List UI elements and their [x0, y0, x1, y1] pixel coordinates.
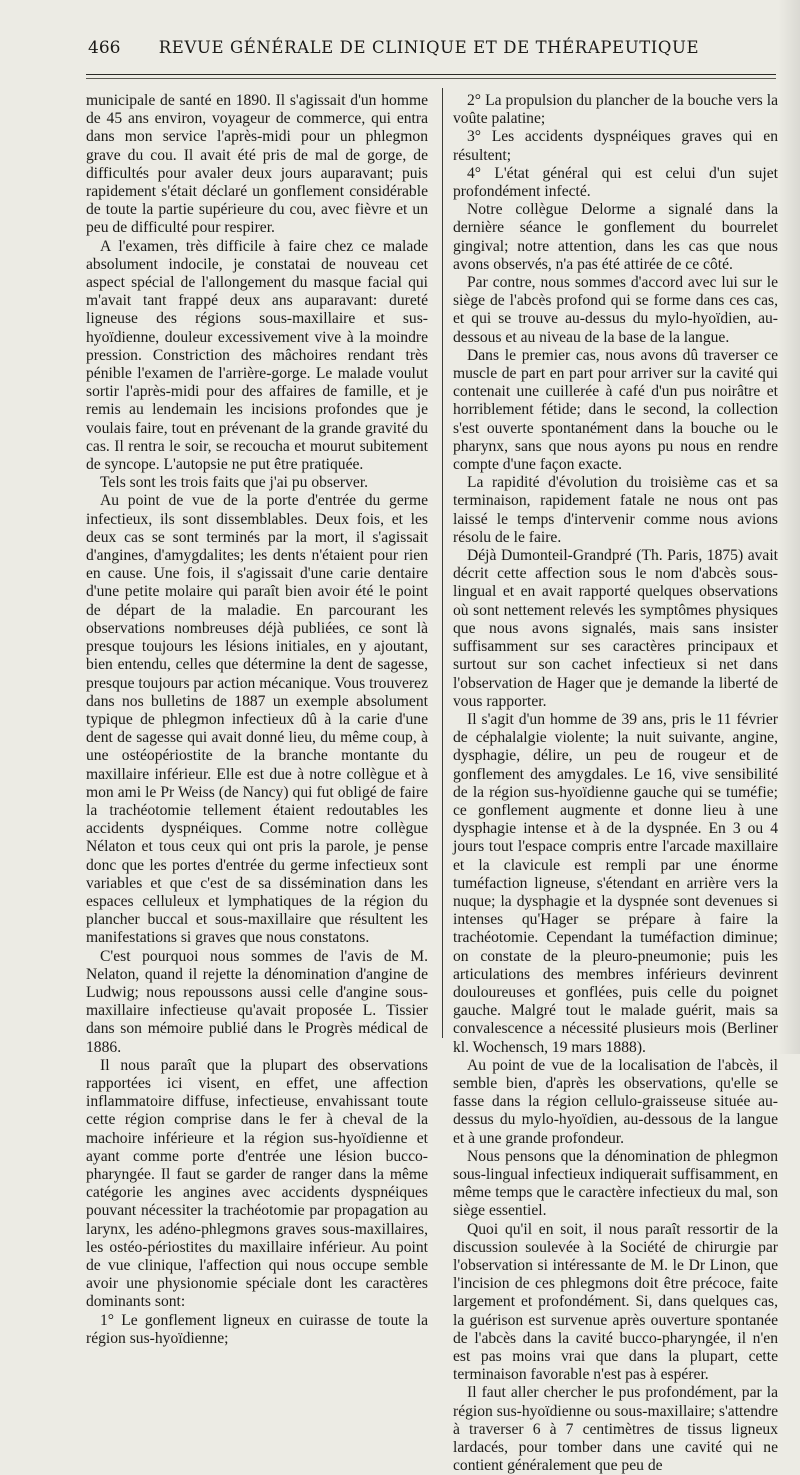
- paragraph: Notre collègue Delorme a signalé dans la dernière séance le gonflement du bourrelet gingival; notre attention, dans les cas que nous avons observés, n'a pas été attirée de ce côté.: [453, 201, 778, 273]
- paragraph: A l'examen, très difficile à faire chez ce malade absolument indocile, je constatai de nouveau cet aspect spécial de l'allongement du masque facial qui m'avait tant frappé deux ans auparavant: dureté ligneuse des régions sous-maxillaire et sus-hyoïdienne, douleur excessivement vive à la moindre pression. Constriction des mâchoires rendant très pénible l'examen de l'arrière-gorge. Le malade voulut sortir l'après-midi pour des affaires de famille, et je remis au lendemain les incisions profondes que je voulais faire, tout en prévenant de la grande gravité du cas. Il rentra le soir, se recoucha et mourut subitement de syncope. L'autopsie ne put être pratiquée.: [86, 237, 428, 474]
- paragraph: Déjà Dumonteil-Grandpré (Th. Paris, 1875) avait décrit cette affection sous le nom d'abcès sous-lingual et en avait rapporté quelques observations où sont nettement relevés les symptômes physiques que nous avons signalés, mais sans insister suffisamment sur ses caractères principaux et surtout sur son cachet infectieux si net dans l'observation de Hager que je demande la liberté de vous rapporter.: [453, 547, 778, 710]
- left-column: [86, 92, 428, 1348]
- list-item: 3° Les accidents dyspnéiques graves qui en résultent;: [453, 128, 778, 164]
- paragraph: Tels sont les trois faits que j'ai pu observer.: [100, 474, 369, 492]
- list-item: 4° L'état général qui est celui d'un sujet profondément infecté.: [453, 164, 778, 201]
- paragraph: Au point de vue de la localisation de l'abcès, il semble bien, d'après les observations, qu'elle se fasse dans la région cellulo-graisseuse située au-dessus du mylo-hyoïdien, au-dessous de la langue et à une grande profondeur.: [453, 1056, 778, 1147]
- paragraph: municipale de santé en 1890. Il s'agissait d'un homme de 45 ans environ, voyageur de commerce, qui entra dans mon service l'après-midi pour un phlegmon grave du cou. Il avait été pris de mal de gorge, de difficultés pour avaler deux jours auparavant; puis rapidement s'était déclaré un gonflement considérable de toute la partie supérieure du cou, avec fièvre et un peu de difficulté pour respirer.: [86, 92, 428, 237]
- list-item: 1° Le gonflement ligneux en cuirasse de toute la région sus-hyoïdienne;: [86, 1311, 428, 1347]
- paragraph: La rapidité d'évolution du troisième cas et sa terminaison, rapidement fatale ne nous ont pas laissé le temps d'intervenir comme nous avions résolu de le faire.: [453, 474, 778, 546]
- paragraph: Au point de vue de la porte d'entrée du germe infectieux, ils sont dissemblables. Deux fois, et les deux cas se sont terminés par la mort, il s'agissait d'angines, d'amygdalites; les dents n'étaient pour rien en cause. Une fois, il s'agissait d'une carie dentaire d'une petite molaire qui paraît bien avoir été le point de départ de la maladie. En parcourant les observations nombreuses déjà publiées, ce sont là presque toujours les lésions initiales, en y ajoutant, bien entendu, celles que détermine la dent de sagesse, presque toujours par action mécanique. Vous trouverez dans nos bulletins de 1887 un exemple absolument typique de phlegmon infectieux dû à la carie d'une dent de sagesse qui avait donné lieu, du même coup, à une ostéopériostite de la branche montante du maxillaire inférieur. Elle est due à notre collègue et à mon ami le Pr Weiss (de Nancy) qui fut obligé de faire la trachéotomie tellement étaient redoutables les accidents dyspnéiques. Comme notre collègue Nélaton et tous ceux qui ont pris la parole, je pense donc que les portes d'entrée du germe infectieux sont variables et que c'est de sa dissémination dans les espaces celluleux et lymphatiques de la région du plancher buccal et sous-maxillaire que résultent les manifestations si graves que nous constatons.: [86, 492, 428, 947]
- paragraph: Il s'agit d'un homme de 39 ans, pris le 11 février de céphalalgie violente; la nuit suivante, angine, dysphagie, délire, un peu de rougeur et de gonflement des amygdales. Le 16, vive sensibilité de la région sus-hyoïdienne gauche qui se tuméfie; ce gonflement augmente et donne lieu à une dysphagie intense et à de la dyspnée. En 3 ou 4 jours tout l'espace compris entre l'arcade maxillaire et la clavicule est rempli par une énorme tuméfaction ligneuse, s'étendant en arrière vers la nuque; la dysphagie et la dyspnée sont devenues si intenses qu'Hager se prépare à faire la trachéotomie. Cependant la tuméfaction diminue; on constate de la pleuro-pneumonie; puis les articulations des membres inférieurs devinrent douloureuses et gonflées, puis celle du poignet gauche. Malgré tout le malade guérit, mais sa convalescence a nécessité plusieurs mois (Berliner kl. Wochensch, 19 mars 1888).: [453, 710, 778, 1056]
- page-number: 466: [88, 38, 121, 58]
- paragraph: Nous pensons que la dénomination de phlegmon sous-lingual infectieux indiquerait suffisamment, en même temps que le caractère infectieux du mal, son siège essentiel.: [453, 1147, 778, 1220]
- paragraph: Dans le premier cas, nous avons dû traverser ce muscle de part en part pour arriver sur la cavité qui contenait une cuillerée à café d'un pus noirâtre et horriblement fétide; dans le second, la collection s'est ouverte spontanément dans la bouche ou le pharynx, sans que nous ayons pu nous en rendre compte d'une façon exacte.: [453, 346, 778, 474]
- paragraph: Il nous paraît que la plupart des observations rapportées ici visent, en effet, une affection inflammatoire diffuse, infectieuse, envahissant toute cette région comprise dans le fer à cheval de la machoire inférieure et la région sus-hyoïdienne et ayant comme porte d'entrée une lésion bucco-pharyngée. Il faut se garder de ranger dans la même catégorie les angines avec accidents dyspnéiques pouvant nécessiter la trachéotomie par propagation au larynx, les adéno-phlegmons graves sous-maxillaires, les ostéo-périostites du maxillaire inférieur. Au point de vue clinique, l'affection qui nous occupe semble avoir une physionomie spéciale dont les caractères dominants sont:: [86, 1056, 428, 1311]
- scan-edge-shadow: [778, 0, 800, 1054]
- column-divider: [442, 88, 443, 1038]
- paragraph: Quoi qu'il en soit, il nous paraît ressortir de la discussion soulevée à la Société de chirurgie par l'observation si intéressante de M. le Dr Linon, que l'incision de ces phlegmons doit être précoce, faite largement et profondément. Si, dans quelques cas, la guérison est survenue après ouverture spontanée de l'abcès dans la cavité bucco-pharyngée, il n'en est pas moins vrai que dans la plupart, cette terminaison favorable n'est pas à espérer.: [453, 1220, 778, 1384]
- list-item: 2° La propulsion du plancher de la bouche vers la voûte palatine;: [453, 92, 778, 128]
- header-rule-thin: [86, 78, 776, 79]
- header-rule: [86, 74, 776, 75]
- right-column: [453, 92, 778, 1475]
- paragraph: C'est pourquoi nous sommes de l'avis de M. Nelaton, quand il rejette la dénomination d'angine de Ludwig; nous repoussons aussi celle d'angine sous-maxillaire infectieuse qu'avait proposée L. Tissier dans son mémoire publié dans le Progrès médical de 1886.: [86, 947, 428, 1056]
- running-title: REVUE GÉNÉRALE DE CLINIQUE ET DE THÉRAPEUTIQUE: [158, 38, 700, 57]
- paragraph: Il faut aller chercher le pus profondément, par la région sus-hyoïdienne ou sous-maxillaire; s'attendre à traverser 6 à 7 centimètres de tissus ligneux lardacés, pour tomber dans une cavité qui ne contient généralement que peu de: [453, 1384, 779, 1475]
- page-header: [88, 38, 770, 64]
- paragraph: Par contre, nous sommes d'accord avec lui sur le siège de l'abcès profond qui se forme dans ces cas, et qui se trouve au-dessus du mylo-hyoïdien, au-dessous et au niveau de la base de la langue.: [453, 274, 778, 346]
